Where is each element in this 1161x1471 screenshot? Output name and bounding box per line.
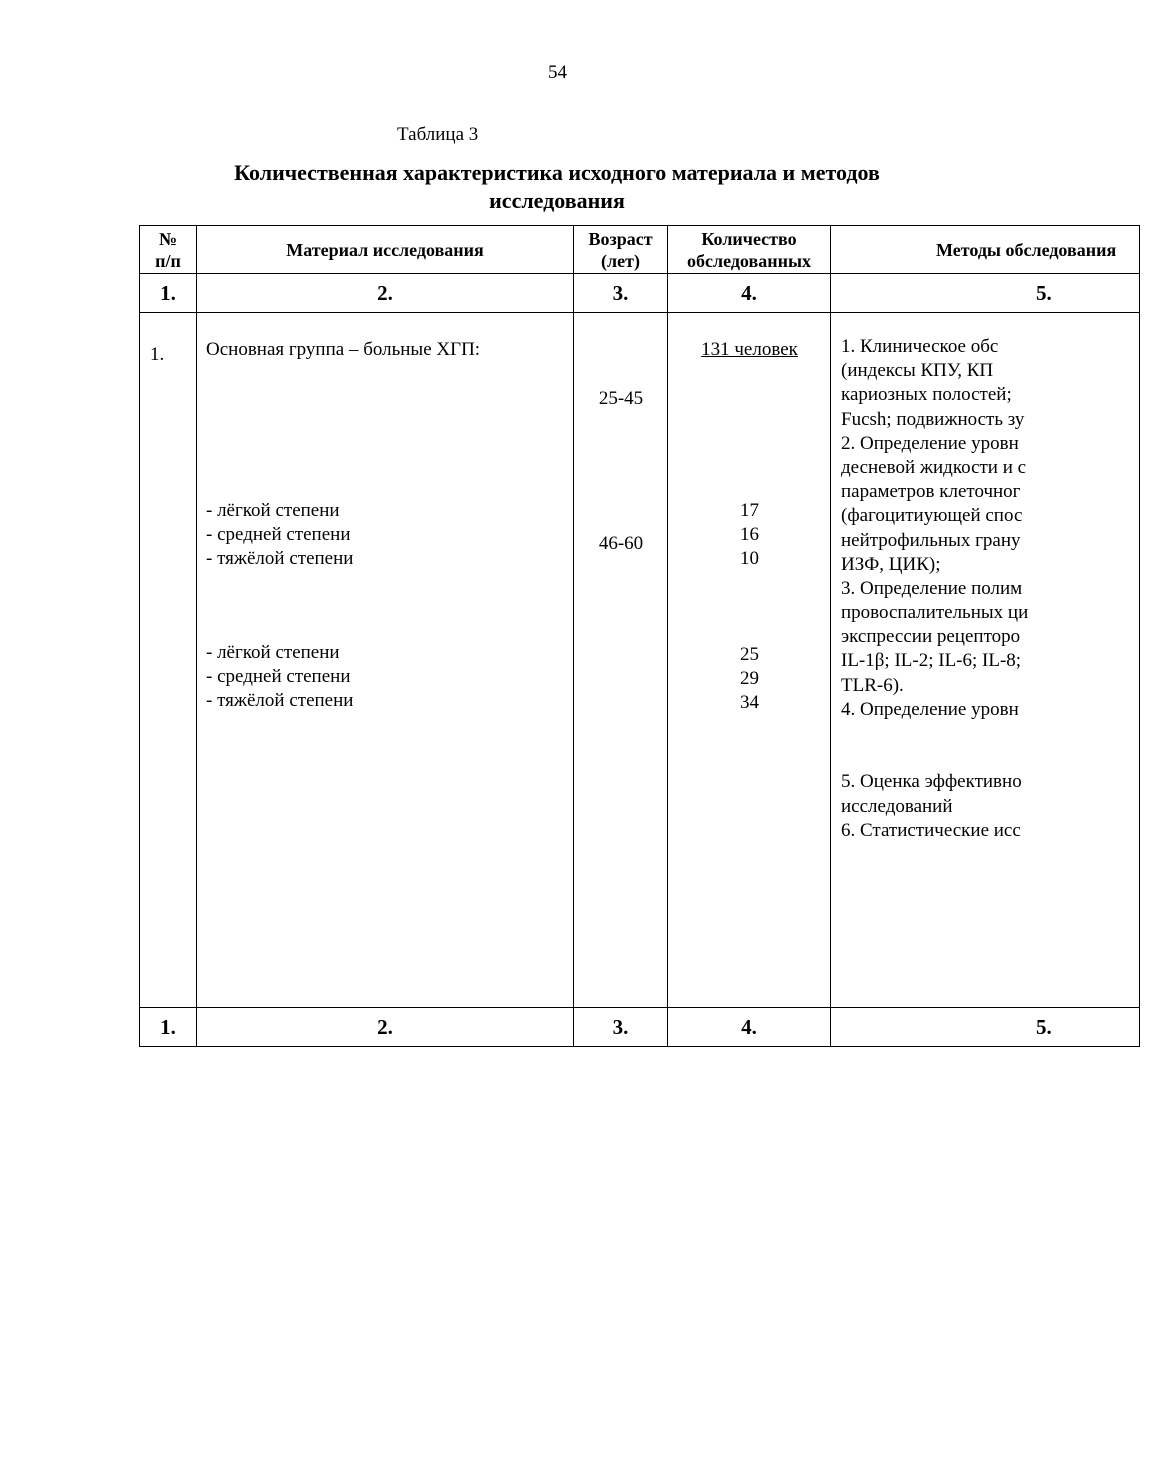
header-age-line2: (лет)	[601, 250, 640, 271]
table-title-line1: Количественная характеристика исходного материала и методов	[234, 160, 880, 185]
list-item: - средней степени	[206, 666, 351, 687]
data-table	[139, 225, 1140, 1047]
numbering-cell: 1.	[140, 1008, 197, 1047]
methods-line	[841, 746, 1161, 770]
methods-line: 6. Статистические исс	[841, 819, 1021, 841]
numbering-cell: 3.	[574, 1008, 668, 1047]
header-number-line1: №	[158, 228, 178, 249]
methods-line: 2. Определение уровн	[841, 432, 1019, 454]
methods-line: исследований	[841, 795, 953, 817]
numbering-cell: 5.	[831, 274, 1140, 313]
age-range-1: 25-45	[598, 388, 644, 409]
methods-line: 3. Определение полим	[841, 577, 1023, 599]
methods-line: параметров клеточног	[841, 481, 1021, 503]
numbering-cell: 3.	[574, 274, 668, 313]
header-number	[140, 226, 197, 274]
count-value: 16	[740, 524, 759, 545]
count-value: 34	[740, 692, 759, 713]
numbering-cell: 2.	[197, 1008, 574, 1047]
header-count-line1: Количество	[701, 228, 797, 249]
count-cell	[668, 313, 831, 1008]
methods-line	[841, 722, 1161, 746]
material-cell	[197, 313, 574, 1008]
methods-list	[841, 335, 1161, 843]
list-item: - тяжёлой степени	[206, 548, 354, 569]
header-age	[574, 226, 668, 274]
total-count: 131 человек	[701, 339, 798, 360]
methods-line: (индексы КПУ, КП	[841, 360, 994, 382]
methods-line: ИЗФ, ЦИК);	[841, 553, 941, 575]
numbering-cell: 5.	[831, 1008, 1140, 1047]
methods-line: IL-1β; IL-2; IL-6; IL-8;	[841, 650, 1022, 672]
count-value: 10	[740, 548, 759, 569]
row-number: 1.	[150, 344, 165, 365]
count-value: 25	[740, 644, 759, 665]
methods-line: десневой жидкости и с	[841, 456, 1027, 478]
methods-line: 1. Клиническое обс	[841, 336, 999, 357]
list-item: - тяжёлой степени	[206, 690, 354, 711]
page-number: 54	[548, 62, 567, 83]
header-count-line2: обследованных	[686, 250, 811, 271]
methods-line: 4. Определение уровн	[841, 698, 1019, 720]
numbering-row-bottom	[140, 1008, 1140, 1047]
header-number-line2: п/п	[155, 250, 181, 271]
count-value: 29	[740, 668, 759, 689]
numbering-row-top	[140, 274, 1140, 313]
table-title	[110, 159, 1004, 215]
numbering-cell: 4.	[668, 274, 831, 313]
numbering-cell: 1.	[140, 274, 197, 313]
age-cell	[574, 313, 668, 1008]
methods-line: провоспалительных ци	[841, 602, 1029, 624]
numbering-cell: 2.	[197, 274, 574, 313]
table-caption: Таблица 3	[397, 124, 479, 145]
count-value: 17	[740, 500, 759, 521]
methods-line: кариозных полостей;	[841, 384, 1012, 406]
header-material: Материал исследования	[197, 226, 574, 274]
list-item: - лёгкой степени	[206, 642, 340, 663]
methods-line: Fucsh; подвижность зу	[841, 408, 1025, 430]
table-title-line2: исследования	[489, 188, 625, 213]
header-age-line1: Возраст	[588, 228, 653, 249]
table-container	[139, 225, 1117, 1051]
header-count	[668, 226, 831, 274]
row-number-cell	[140, 313, 197, 1008]
header-row	[140, 226, 1140, 274]
methods-line: TLR-6).	[841, 674, 904, 696]
table-row	[140, 313, 1140, 1008]
header-methods: Методы обследования	[831, 226, 1140, 274]
numbering-cell: 4.	[668, 1008, 831, 1047]
group-title: Основная группа – больные ХГП:	[206, 339, 481, 360]
list-item: - средней степени	[206, 524, 351, 545]
methods-line: 5. Оценка эффективно	[841, 771, 1022, 793]
age-range-2: 46-60	[598, 533, 644, 554]
methods-cell	[831, 313, 1140, 1008]
methods-line: экспрессии рецепторо	[841, 626, 1021, 648]
methods-line: нейтрофильных грану	[841, 529, 1021, 551]
methods-line: (фагоцитиующей спос	[841, 505, 1023, 527]
list-item: - лёгкой степени	[206, 500, 340, 521]
